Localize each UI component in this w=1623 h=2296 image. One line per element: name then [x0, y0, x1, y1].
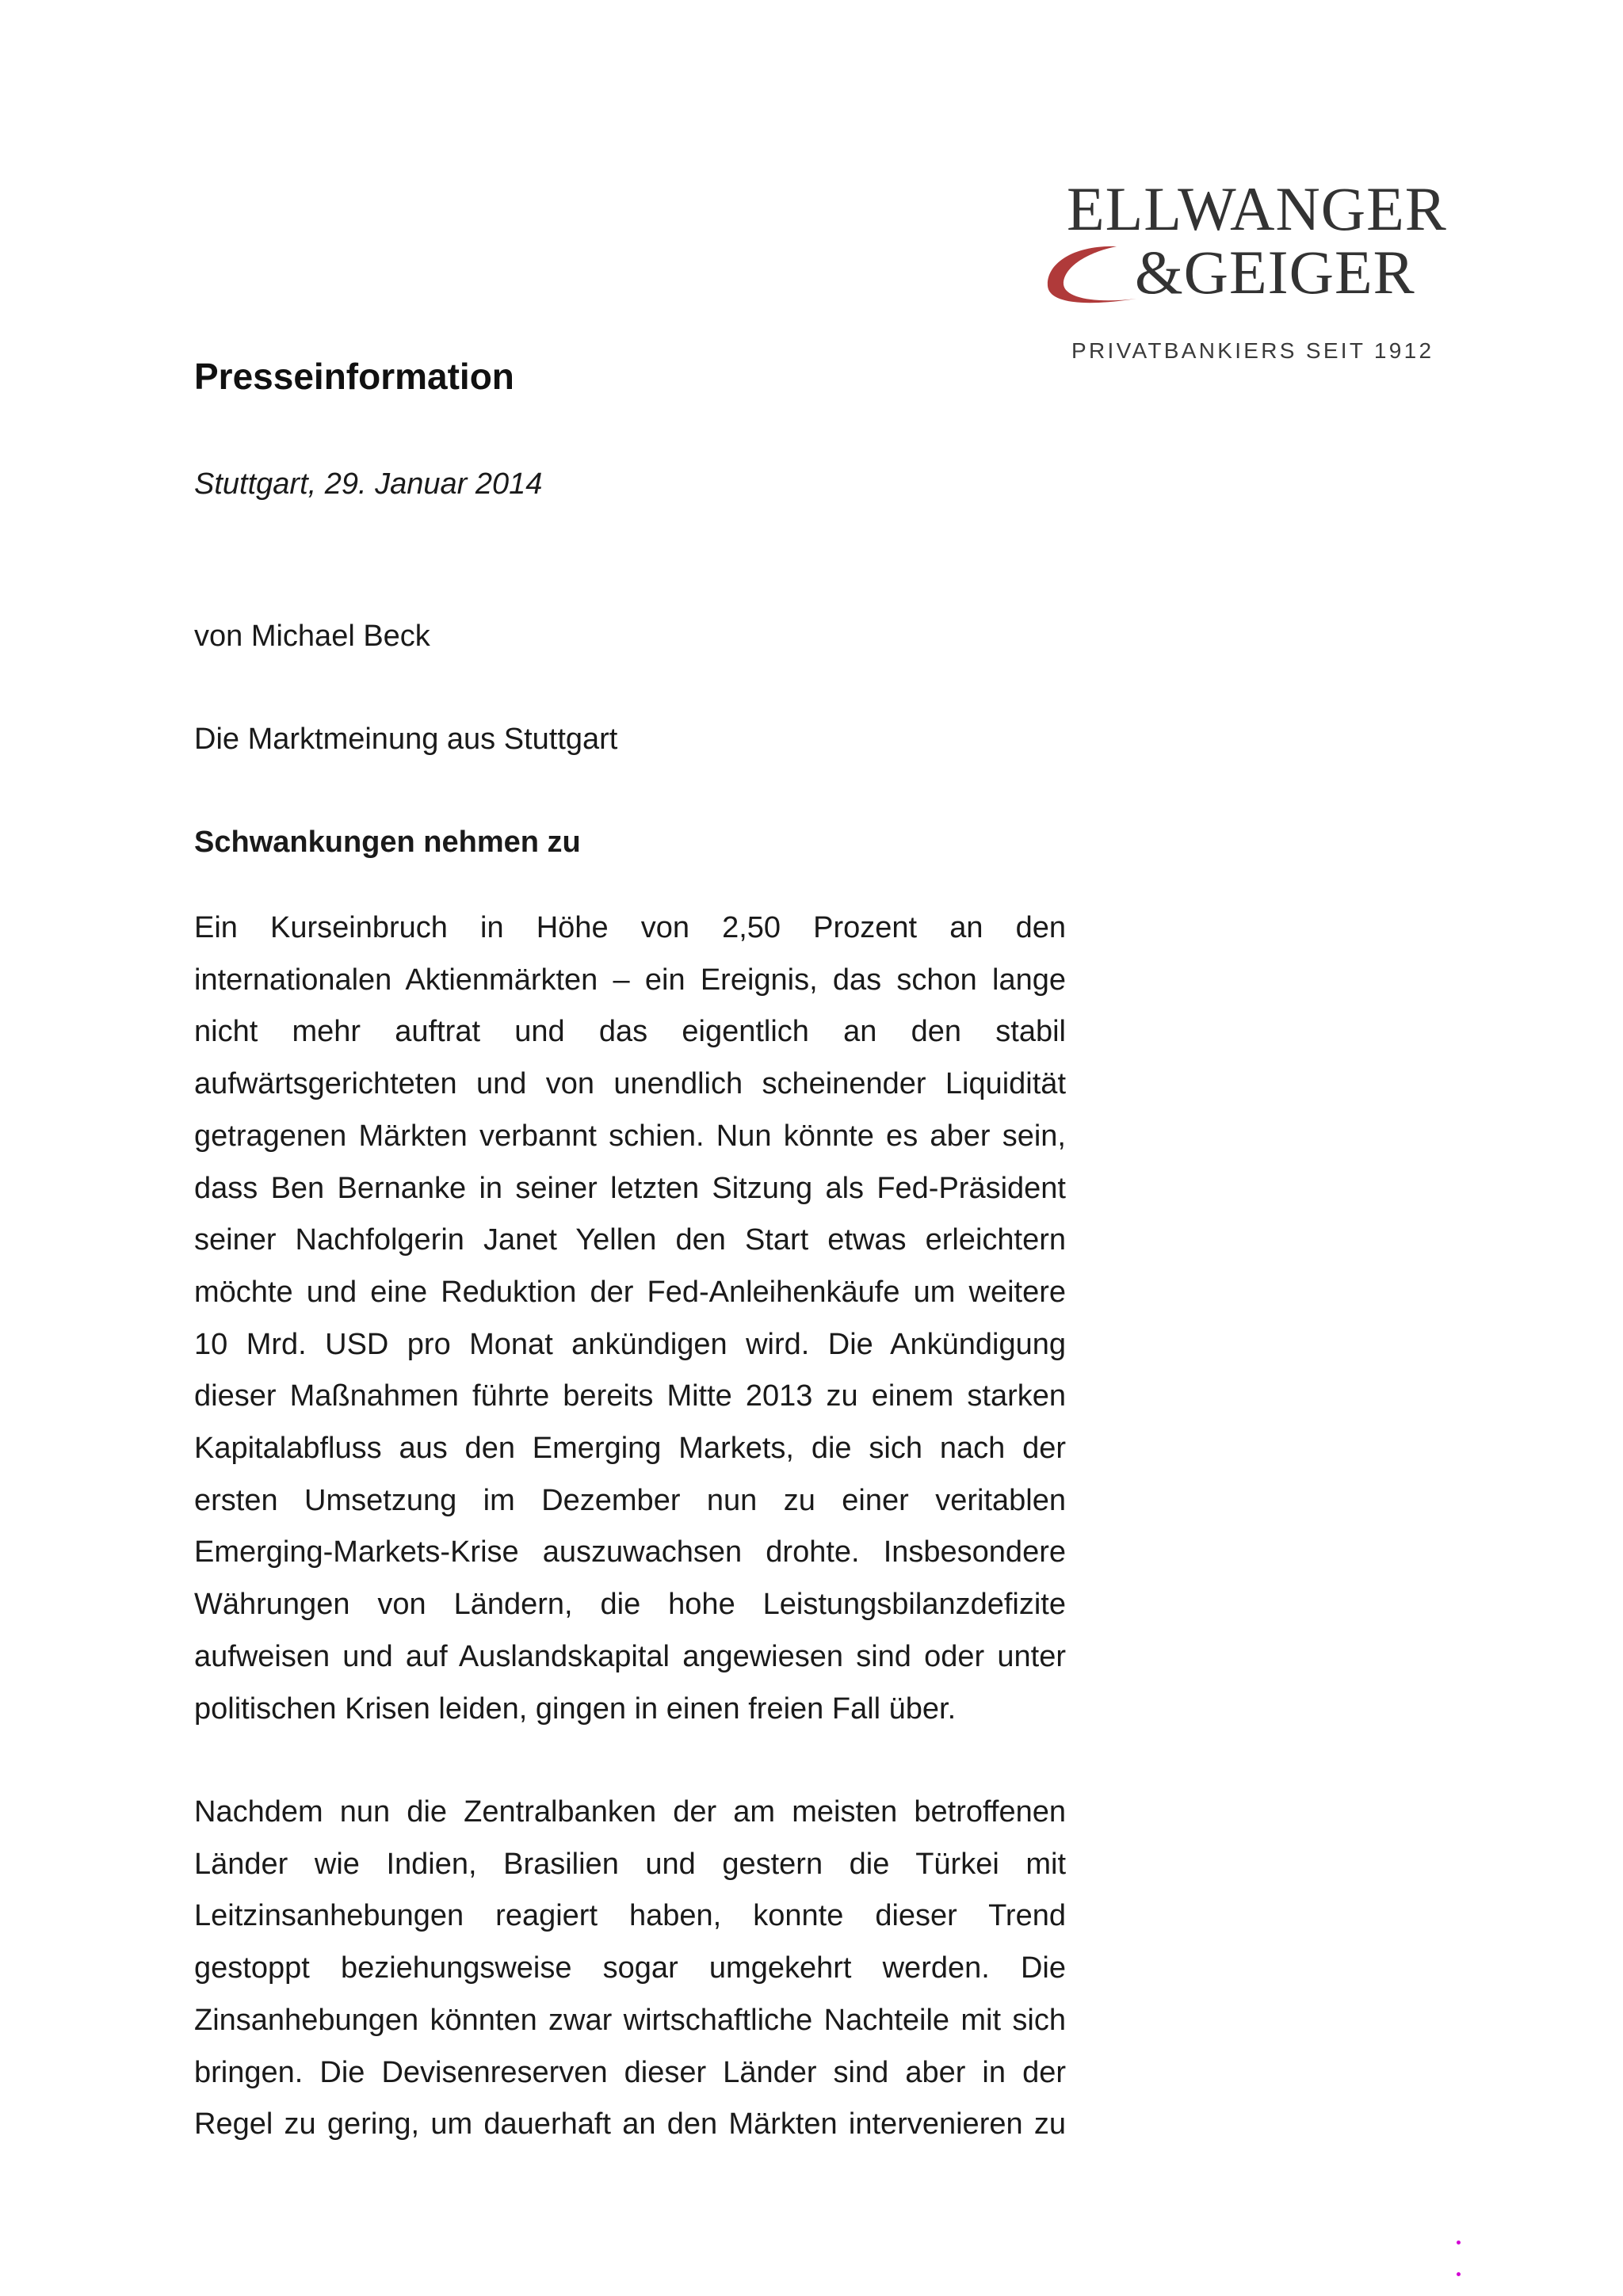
paragraph-line: Regel zu gering, um dauerhaft an den Märkten intervenieren zu	[194, 2107, 1066, 2142]
author-line: von Michael Beck	[194, 620, 430, 653]
paragraph-line: Zinsanhebungen könnten zwar wirtschaftliche Nachteile mit sich	[194, 2003, 1066, 2037]
paragraph-line: getragenen Märkten verbannt schien. Nun könnte es aber sein,	[194, 1119, 1066, 1153]
paragraph-line: Länder wie Indien, Brasilien und gestern die Türkei mit	[194, 1847, 1066, 1881]
article-heading: Schwankungen nehmen zu	[194, 826, 581, 859]
paragraph-line: dass Ben Bernanke in seiner letzten Sitzung als Fed-Präsident	[194, 1171, 1066, 1205]
paragraph-line: aufweisen und auf Auslandskapital angewiesen sind oder unter	[194, 1639, 1066, 1673]
paragraph-line: Ein Kurseinbruch in Höhe von 2,50 Prozent an den	[194, 911, 1066, 944]
margin-marker	[1457, 2272, 1461, 2276]
paragraph-line: Nachdem nun die Zentralbanken der am meisten betroffenen	[194, 1795, 1066, 1829]
paragraph-line: politischen Krisen leiden, gingen in einen freien Fall über.	[194, 1691, 957, 1726]
article-paragraph-2	[194, 1787, 1066, 2151]
paragraph-line: aufwärtsgerichteten und von unendlich scheinender Liquidität	[194, 1067, 1066, 1101]
paragraph-line: gestoppt beziehungsweise sogar umgekehrt werden. Die	[194, 1951, 1066, 1985]
paragraph-line: internationalen Aktienmärkten – ein Ereignis, das schon lange	[194, 963, 1066, 997]
paragraph-line: nicht mehr auftrat und das eigentlich an den stabil	[194, 1015, 1066, 1049]
document-title: Presseinformation	[194, 356, 514, 397]
paragraph-line: Leitzinsanhebungen reagiert haben, konnte dieser Trend	[194, 1899, 1066, 1933]
dateline: Stuttgart, 29. Januar 2014	[194, 467, 543, 501]
company-logo	[1038, 174, 1447, 368]
paragraph-line: möchte und eine Reduktion der Fed-Anleihenkäufe um weitere	[194, 1275, 1066, 1309]
margin-marker	[1457, 2241, 1461, 2245]
column-subtitle: Die Marktmeinung aus Stuttgart	[194, 723, 618, 756]
paragraph-line: bringen. Die Devisenreserven dieser Länder sind aber in der	[194, 2055, 1066, 2089]
paragraph-line: seiner Nachfolgerin Janet Yellen den Start etwas erleichtern	[194, 1223, 1066, 1257]
paragraph-line: Emerging-Markets-Krise auszuwachsen drohte. Insbesondere	[194, 1535, 1066, 1569]
logo-name-line2: &GEIGER	[1135, 238, 1415, 307]
paragraph-line: ersten Umsetzung im Dezember nun zu einer veritablen	[194, 1483, 1066, 1517]
paragraph-line: Währungen von Ländern, die hohe Leistungsbilanzdefizite	[194, 1588, 1066, 1622]
paragraph-line: dieser Maßnahmen führte bereits Mitte 2013 zu einem starken	[194, 1379, 1066, 1413]
logo-tagline: PRIVATBANKIERS SEIT 1912	[1071, 338, 1434, 363]
paragraph-line: Kapitalabfluss aus den Emerging Markets, die sich nach der	[194, 1432, 1066, 1466]
paragraph-line: 10 Mrd. USD pro Monat ankündigen wird. Die Ankündigung	[194, 1327, 1066, 1361]
logo-name-line1: ELLWANGER	[1067, 174, 1447, 243]
article-paragraph-1	[194, 902, 1066, 1735]
